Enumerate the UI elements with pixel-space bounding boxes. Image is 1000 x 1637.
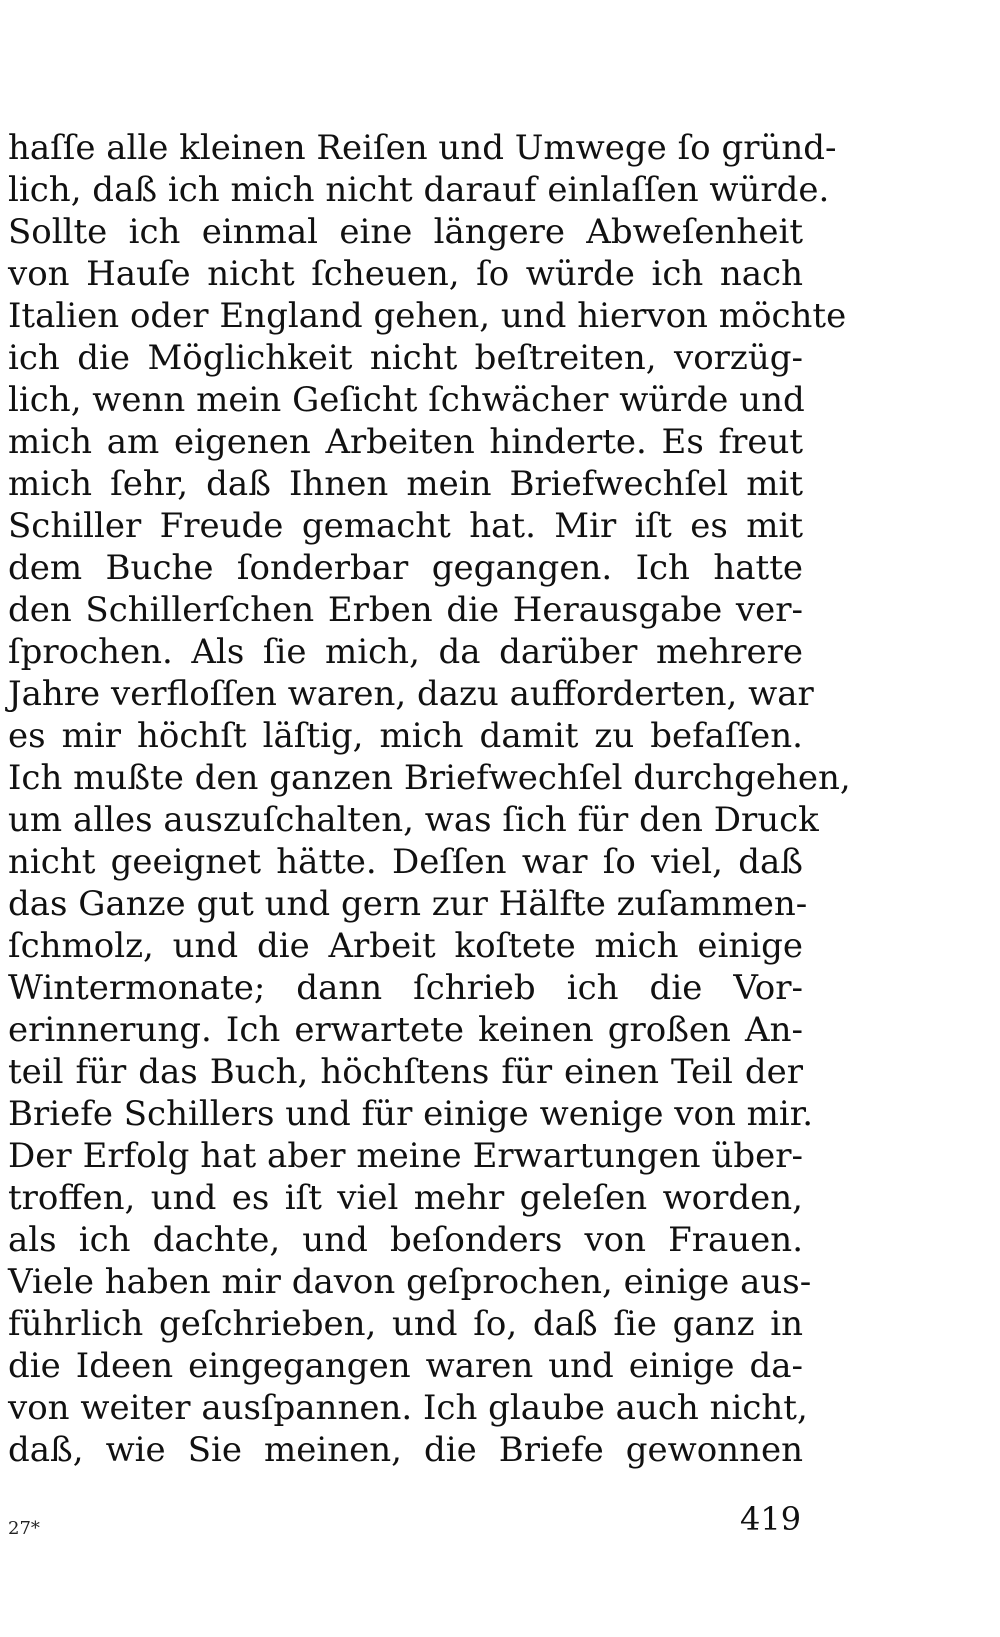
text-line: troffen, und es iſt viel mehr geleſen worden,: [8, 1178, 803, 1218]
text-line: lich, daß ich mich nicht darauf einlaſſen würde.: [8, 170, 830, 210]
text-line: die Ideen eingegangen waren und einige da-: [8, 1346, 803, 1386]
signature-mark: 27*: [8, 1518, 40, 1539]
text-line: mich am eigenen Arbeiten hinderte. Es freut: [8, 422, 803, 462]
text-line: das Ganze gut und gern zur Hälfte zuſammen-: [8, 884, 808, 924]
text-line: Ich mußte den ganzen Briefwechſel durchgehen,: [8, 758, 851, 798]
text-line: Italien oder England gehen, und hiervon möchte: [8, 296, 847, 336]
text-line: Der Erfolg hat aber meine Erwartungen über-: [8, 1136, 803, 1176]
text-line: den Schillerſchen Erben die Herausgabe ver-: [8, 590, 803, 630]
text-line: um alles auszuſchalten, was ſich für den Druck: [8, 800, 819, 840]
text-line: haſſe alle kleinen Reiſen und Umwege ſo gründ-: [8, 128, 837, 168]
text-line: lich, wenn mein Geſicht ſchwächer würde und: [8, 380, 805, 420]
text-line: als ich dachte, und beſonders von Frauen.: [8, 1220, 803, 1260]
text-line: führlich geſchrieben, und ſo, daß ſie ganz in: [8, 1304, 803, 1344]
text-line: Schiller Freude gemacht hat. Mir iſt es mit: [8, 506, 803, 546]
text-line: Viele haben mir davon geſprochen, einige aus-: [8, 1262, 812, 1302]
text-line: ſchmolz, und die Arbeit koſtete mich einige: [8, 926, 803, 966]
text-line: Sollte ich einmal eine längere Abweſenheit: [8, 212, 803, 252]
text-line: daß, wie Sie meinen, die Briefe gewonnen: [8, 1430, 803, 1470]
text-line: nicht geeignet hätte. Deſſen war ſo viel, daß: [8, 842, 803, 882]
text-line: erinnerung. Ich erwartete keinen großen An-: [8, 1010, 803, 1050]
text-line: teil für das Buch, höchſtens für einen Teil der: [8, 1052, 803, 1092]
text-line: von Hauſe nicht ſcheuen, ſo würde ich nach: [8, 254, 803, 294]
text-line: mich ſehr, daß Ihnen mein Briefwechſel mit: [8, 464, 803, 504]
text-line: ſprochen. Als ſie mich, da darüber mehrere: [8, 632, 803, 672]
body-text: [8, 127, 851, 1471]
page-number: 419: [740, 1500, 802, 1538]
text-line: es mir höchſt läſtig, mich damit zu befaſſen.: [8, 716, 803, 756]
text-line: von weiter ausſpannen. Ich glaube auch nicht,: [8, 1388, 808, 1428]
text-line: Briefe Schillers und für einige wenige von mir.: [8, 1094, 814, 1134]
text-line: Jahre verfloſſen waren, dazu aufforderten, war: [8, 674, 814, 714]
text-line: ich die Möglichkeit nicht beſtreiten, vorzüg-: [8, 338, 803, 378]
text-line: Wintermonate; dann ſchrieb ich die Vor-: [8, 968, 803, 1008]
text-line: dem Buche ſonderbar gegangen. Ich hatte: [8, 548, 803, 588]
